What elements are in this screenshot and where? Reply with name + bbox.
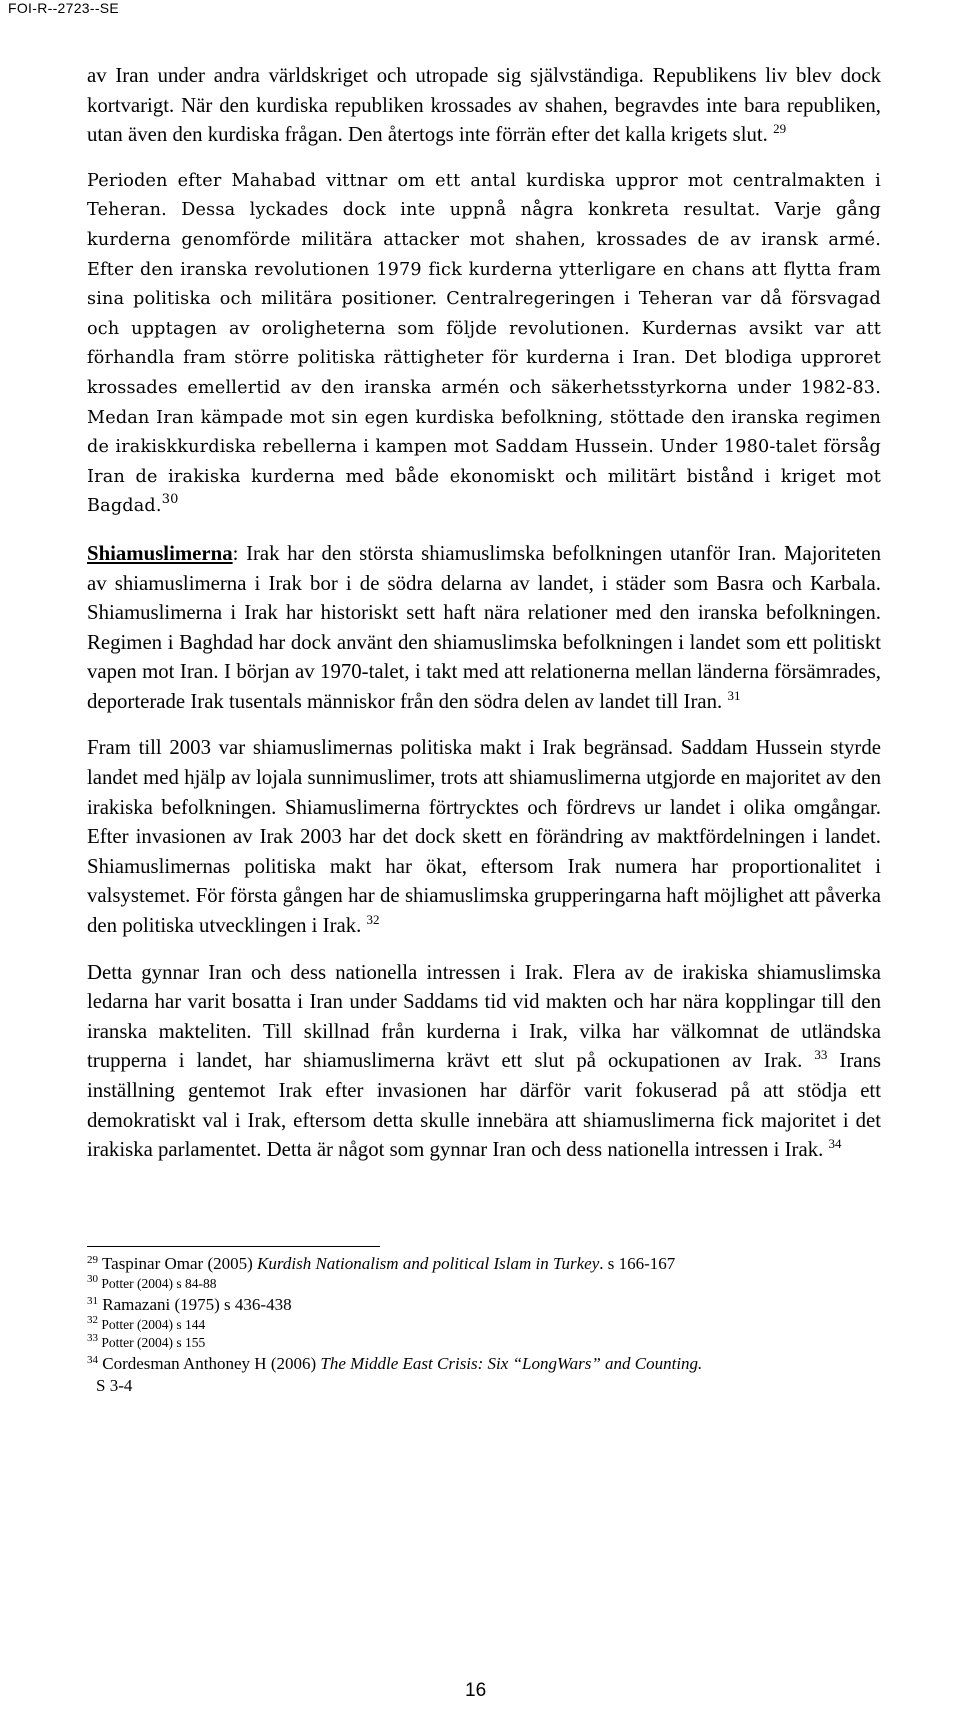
footnote-ref-34[interactable]: 34 — [828, 1136, 842, 1152]
footnote-33: $^{33}$ Potter (2004) s 155 — [87, 1332, 206, 1350]
footnote-32: $^{32}$ Potter (2004) s 144 — [87, 1313, 206, 1332]
page-number: 16 — [465, 1680, 487, 1701]
footnote-ref-32[interactable]: 32 — [366, 912, 380, 928]
footnotes — [87, 1253, 887, 1397]
paragraph-kurdish-uprisings: Perioden efter Mahabad vittnar om ett antal kurdiska uppror mot centralmakten i Teheran. Dessa lyckades dock inte uppnå några konkreta resultat. Varje gång kurderna genomförde militära attacker mot shahen, krossades de av iransk armé. Efter den iranska revolutionen 1979 fick kurderna ytterligare en chans att flytta fram sina politiska och militära positioner. Centralregeringen i Teheran var då försvagad och upptagen av oroligheterna som följde revolutionen. Kurdernas avsikt var att förhandla fram större politiska rättigheter för kurderna i Iran. Det blodiga upproret krossades emellertid av den iranska armén och säkerhetsstyrkorna under 1982-83. Medan Iran kämpade mot sin egen kurdiska befolkning, stöttade den iranska regimen de irakiskkurdiska rebellerna i kampen mot Saddam Hussein. Under 1980-talet försåg Iran de irakiska kurderna med både ekonomiskt och militärt bistånd i kriget mot Bagdad.$^{30}$ — [87, 170, 881, 517]
footnote-divider — [87, 1246, 380, 1247]
body-text — [87, 61, 881, 1165]
footnote-34: $^{34}$ Cordesman Anthoney H (2006) The Middle East Crisis: Six “LongWars” and Counting. — [87, 1353, 703, 1373]
document-id: FOI-R--2723--SE — [8, 0, 120, 16]
paragraph-iran-interests: Detta gynnar Iran och dess nationella intressen i Irak. Flera av de irakiska shiamuslimska ledarna har varit bosatta i Iran under Saddams tid vid makten och har nära kopplingar till den iranska makteliten. Till skillnad från kurderna i Irak, vilka har välkomnat de utländska trupperna i landet, har shiamuslimerna krävt ett slut på ockupationen av Irak. $^{33}$ Irans inställning gentemot Irak efter invasionen har därför varit fokuserad på att stödja ett demokratiskt val i Irak, eftersom detta skulle innebära att shiamuslimerna fick majoritet i det irakiska parlamentet. Detta är något som gynnar Iran och dess nationella intressen i Irak. $^{34}$ — [87, 960, 881, 1162]
paragraph-shia-power: Fram till 2003 var shiamuslimernas politiska makt i Irak begränsad. Saddam Hussein styrde landet med hjälp av lojala sunnimuslimer, trots att shiamuslimerna utgjorde en majoritet av den irakiska befolkningen. Shiamuslimerna förtrycktes och fördrevs ur landet i olika omgångar. Efter invasionen av Irak 2003 har det dock skett en förändring av maktfördelningen i landet. Shiamuslimernas politiska makt har ökat, eftersom Irak numera har proportionalitet i valsystemet. För första gången har de shiamuslimska grupperingarna haft möjlighet att påverka den politiska utvecklingen i Irak. $^{32}$ — [87, 736, 881, 938]
footnote-ref-33[interactable]: 33 — [814, 1047, 828, 1063]
paragraph-shia-muslims: Shiamuslimerna: Irak har den största shiamuslimska befolkningen utanför Iran. Majoriteten av shiamuslimerna i Irak bor i de södra delarna av landet, i städer som Basra och Karbala. Shiamuslimerna i Irak har historiskt sett haft nära relationer med den iranska befolkningen. Regimen i Baghdad har dock använt den shiamuslimska befolkningen i landet som ett politiskt vapen mot Iran. I början av 1970-talet, i takt med att relationerna mellan länderna försämrades, deporterade Irak tusentals människor från den södra delen av landet till Iran. $^{31}$ — [87, 541, 881, 713]
footnote-ref-29[interactable]: 29 — [773, 121, 787, 137]
paragraph-mahabad-intro: av Iran under andra världskriget och utropade sig självständiga. Republikens liv blev dock kortvarigt. När den kurdiska republiken krossades av shahen, begravdes inte bara republiken, utan även den kurdiska frågan. Den återtogs inte förrän efter det kalla krigets slut. $^{29}$ — [87, 64, 881, 147]
footnote-29: $^{29}$ Taspinar Omar (2005) Kurdish Nationalism and political Islam in Turkey. s 166-167 — [87, 1254, 676, 1273]
footnote-30: $^{30}$ Potter (2004) s 84-88 — [87, 1273, 217, 1291]
footnote-31: $^{31}$ Ramazani (1975) s 436-438 — [87, 1294, 292, 1314]
footnote-ref-30[interactable]: 30 — [161, 492, 179, 508]
footnote-ref-31[interactable]: 31 — [727, 687, 741, 703]
section-term-shiamuslimerna: Shiamuslimerna — [87, 541, 233, 565]
footnote-34-continuation: S 3-4 — [96, 1375, 133, 1395]
